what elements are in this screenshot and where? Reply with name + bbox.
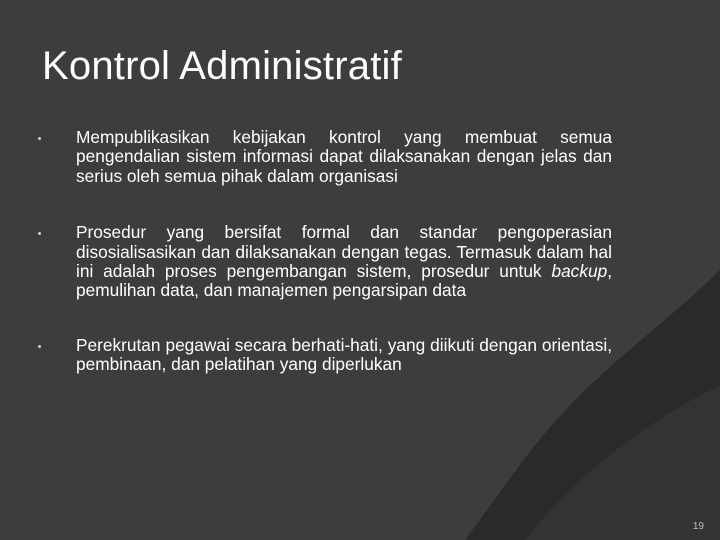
bullet-text: Mempublikasikan kebijakan kontrol yang membuat semua pengendalian sistem informasi dapat dilaksanakan dengan jelas dan serius oleh semua pihak dalam organisasi (76, 127, 612, 186)
bullet-item (38, 223, 612, 301)
bullet-icon (38, 137, 41, 140)
slide-title: Kontrol Administratif (42, 44, 402, 88)
emphasis-term: backup (551, 261, 608, 282)
page-number: 19 (692, 521, 704, 532)
bullet-icon (38, 232, 41, 235)
bullet-item (38, 128, 612, 186)
bullet-item (38, 336, 612, 375)
bullet-text-part: , pemulihan data, dan manajemen pengarsipan data (76, 261, 612, 301)
bullet-text (76, 223, 612, 301)
bullet-text-part: Prosedur yang bersifat formal dan standar pengoperasian disosialisasikan dan dilaksanakan dengan tegas. Termasuk dalam hal ini adalah proses pengembangan sistem, prosedur untuk (76, 222, 612, 282)
bullet-text: Perekrutan pegawai secara berhati-hati, yang diikuti dengan orientasi, pembinaan, dan pelatihan yang diperlukan (76, 334, 612, 375)
bullet-icon (38, 345, 41, 348)
bullet-list (38, 128, 612, 375)
